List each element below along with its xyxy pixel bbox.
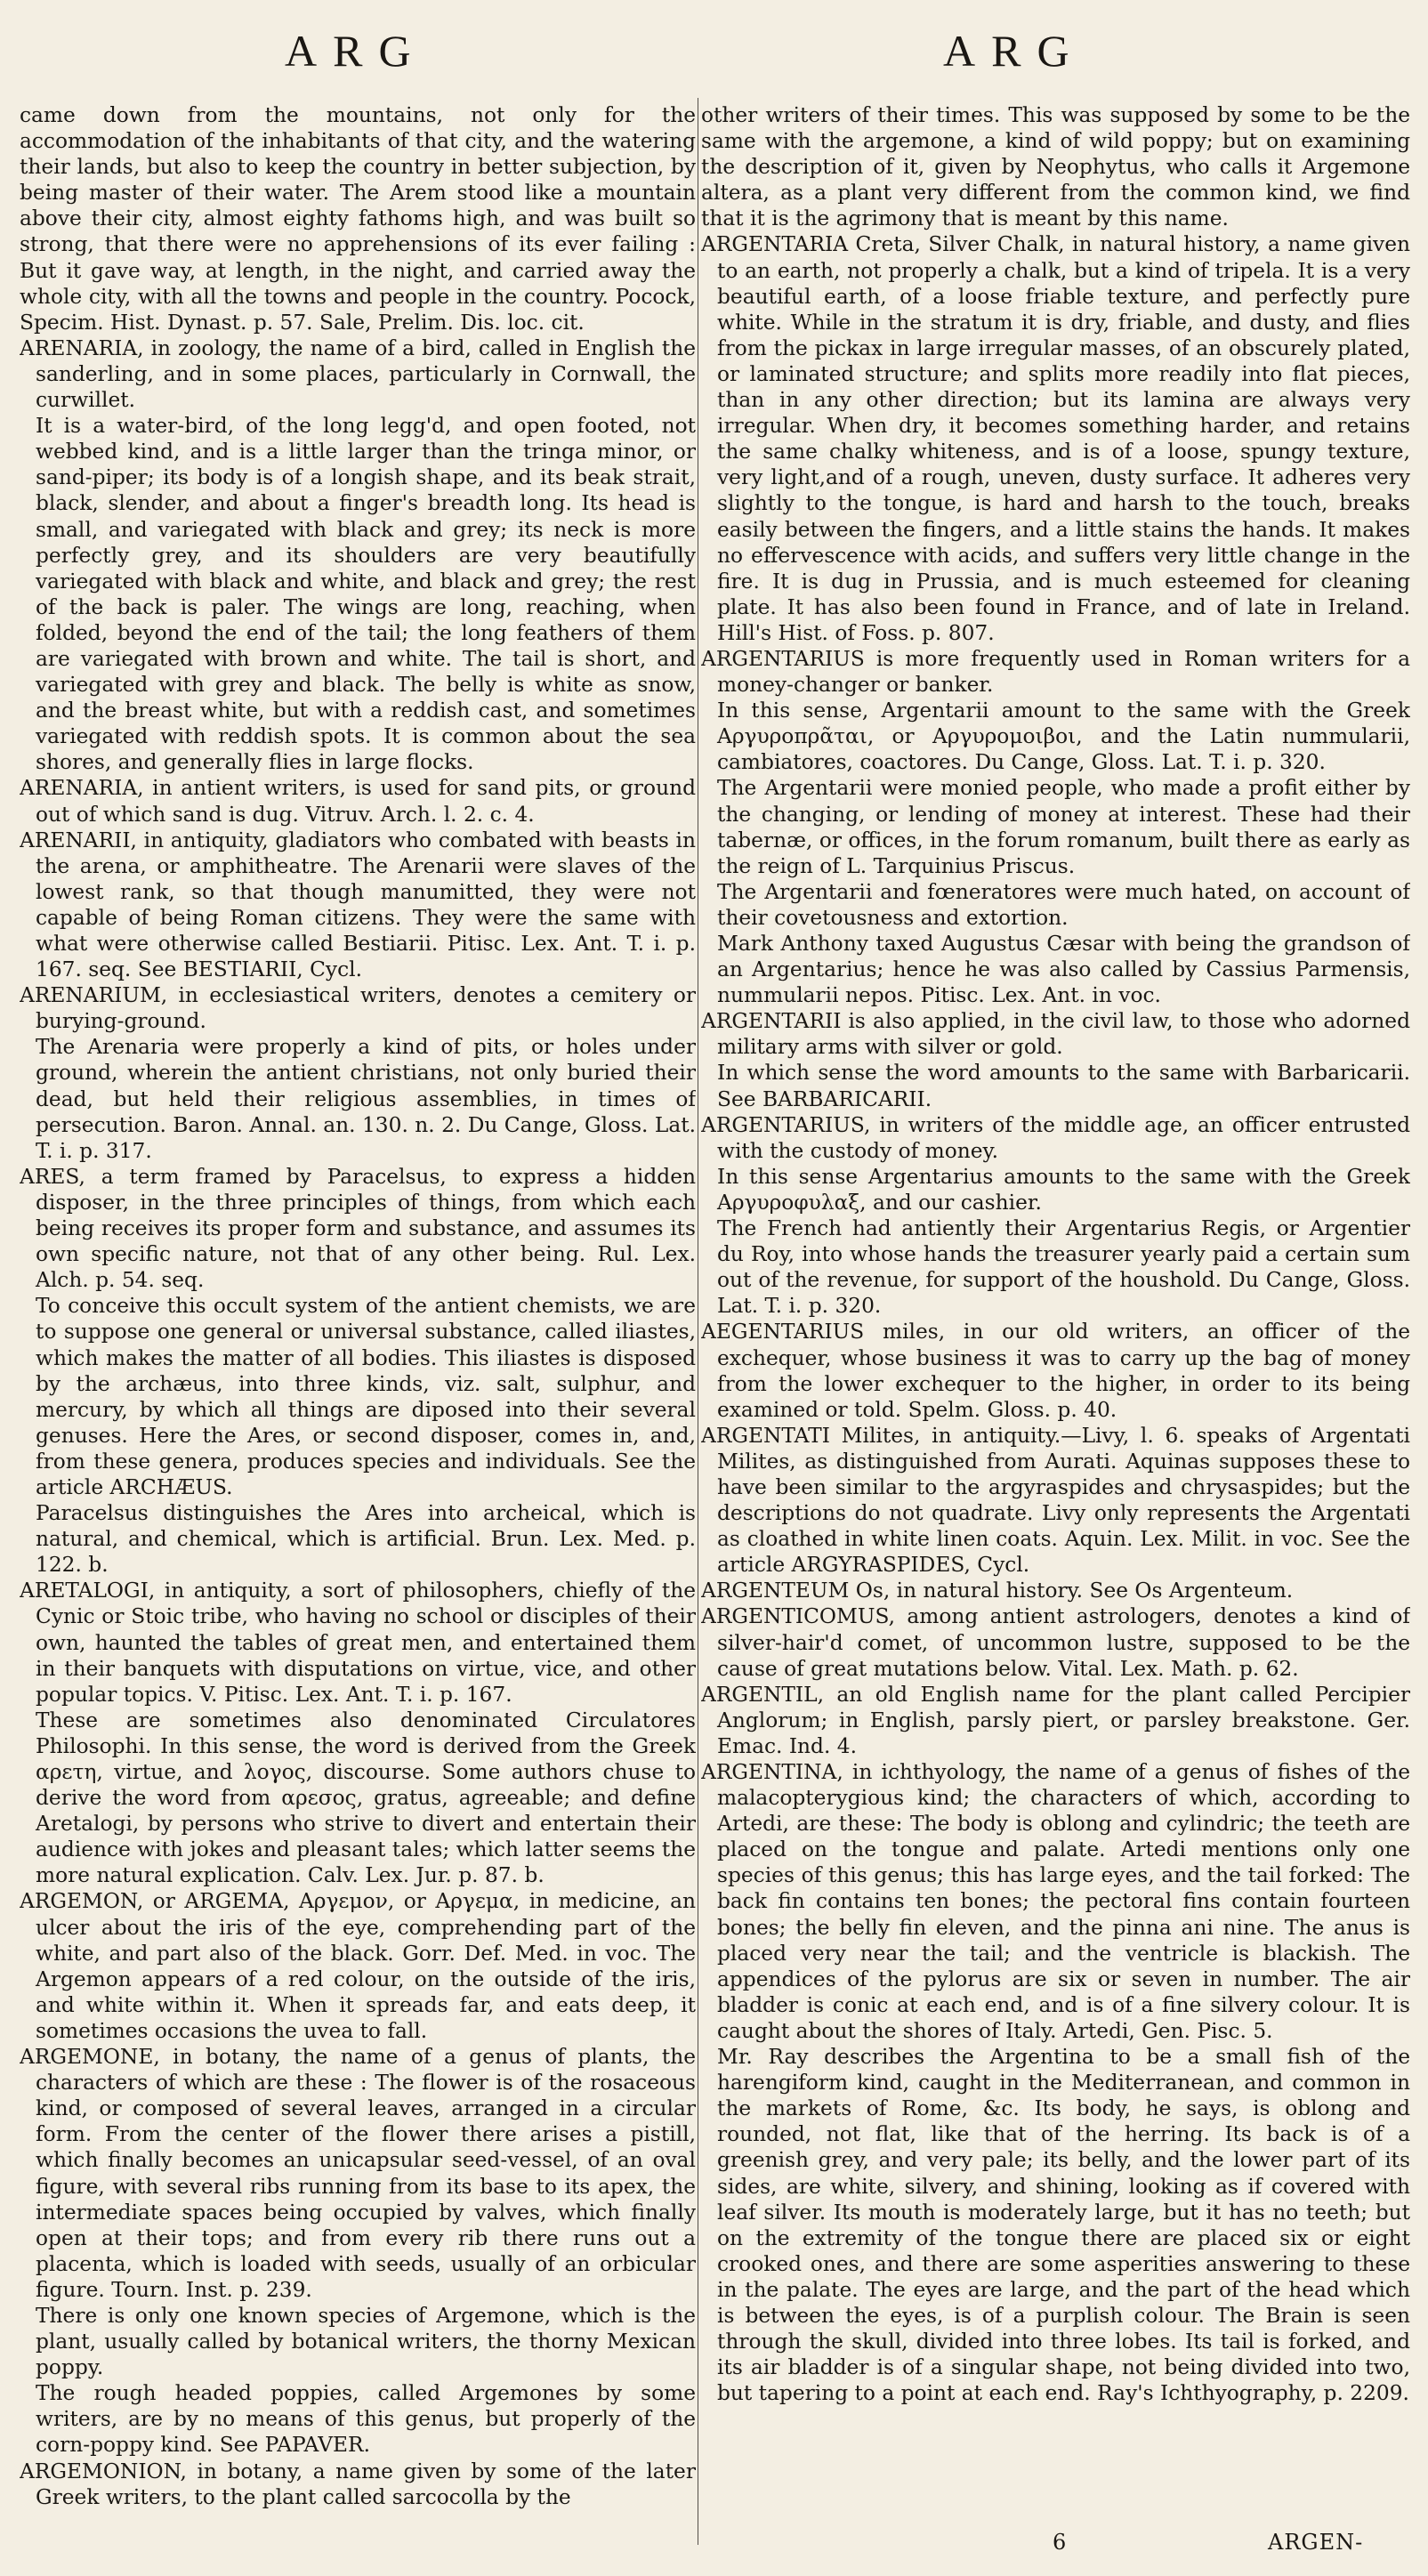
entry-aretalogi: ARETALOGI, in antiquity, a sort of philosophers, chiefly of the Cynic or Stoic tribe, who having no school or disciples of their own, haunted the tables of great men, and entertained them in their banquets with disputations on virtue, vice, and other popular topics. V. Pitisc. Lex. Ant. T. i. p. 167. [20, 1579, 696, 1707]
entry-paragraph: It is a water-bird, of the long legg'd, and open footed, not webbed kind, and is a little larger than the tringa minor, or sand-piper; its body is of a longish shape, and its beak strait, black, slender, and about a finger's breadth long. Its head is small, and variegated with black and grey; its neck is more perfectly grey, and its shoulders are very beautifully variegated with black and white, and black and grey; the rest of the back is paler. The wings are long, reaching, when folded, beyond the end of the tail; the long feathers of them are variegated with brown and white. The tail is short, and variegated with grey and black. The belly is white as snow, and the breast white, but with a reddish cast, and sometimes variegated with reddish spots. It is common about the sea shores, and generally flies in large flocks. [36, 414, 696, 775]
entry-arenarii: ARENARII, in antiquity, gladiators who combated with beasts in the arena, or amphitheatre. The Arenarii were slaves of the lowest rank, so that though manumitted, they were not capable of being Roman citizens. They were the same with what were otherwise called Bestiarii. Pitisc. Lex. Ant. T. i. p. 167. seq. See BESTIARII, Cycl. [20, 828, 696, 982]
entry-argenteum: ARGENTEUM Os, in natural history. See Os Argenteum. [701, 1579, 1294, 1603]
entry-argentarius-middle-age: ARGENTARIUS, in writers of the middle age, an officer entrusted with the custody of money. [701, 1112, 1410, 1163]
entry-argemon: ARGEMON, or ARGEMA, Αργεμον, or Αργεμα, in medicine, an ulcer about the iris of the eye, comprehending part of the white, and part also of the black. Gorr. Def. Med. in voc. The Argemon appears of a red colour, on the outside of the iris, and white within it. When it spreads far, and eats deep, it sometimes occasions the uvea to fall. [20, 1889, 696, 2043]
entry-arenaria-antient: ARENARIA, in antient writers, is used for sand pits, or ground out of which sand is dug. Vitruv. Arch. l. 2. c. 4. [20, 776, 696, 827]
entry-argentarii: ARGENTARII is also applied, in the civil law, to those who adorned military arms with silver or gold. [701, 1009, 1410, 1060]
running-head-right: ARG [943, 26, 1085, 76]
entry-paragraph: In which sense the word amounts to the same with Barbaricarii. See BARBARICARII. [717, 1061, 1410, 1111]
entry-paragraph: Mr. Ray describes the Argentina to be a small fish of the harengiform kind, caught in the Mediterranean, and common in the markets of Rome, &c. Its body, he says, is oblong and rounded, not flat, like that of the herring. Its back is of a greenish grey, and very pale; its belly, and the lower part of its sides, are white, silvery, and shining, looking as if covered with leaf silver. Its mouth is moderately large, but it has no teeth; but on the extremity of the tongue there are placed six or eight crooked ones, and there are some asperities answering to these in the palate. The eyes are large, and the part of the head which is between the eyes, is of a purplish colour. The Brain is seen through the skull, divided into three lobes. Its tail is forked, and its air bladder is of a singular shape, not being divided into two, but tapering to a point at each end. Ray's Ichthyography, p. 2209. [717, 2045, 1410, 2406]
entry-argentaria: ARGENTARIA Creta, Silver Chalk, in natural history, a name given to an earth, not properly a chalk, but a kind of tripela. It is a very beautiful earth, of a loose friable texture, and perfectly pure white. While in the stratum it is dry, friable, and dusty, and flies from the pickax in large irregular masses, of an obscurely plated, or laminated structure; and splits more readily into flat pieces, than in any other direction; but its lamina are always very irregular. When dry, it becomes something harder, and retains the same chalky whiteness, and is of a loose, spungy texture, very light,and of a rough, uneven, dusty surface. It adheres very slightly to the tongue, is hard and harsh to the touch, breaks easily between the fingers, and a little stains the hands. It makes no effervescence with acids, and suffers very little change in the fire. It is dug in Prussia, and is much esteemed for cleaning plate. It has also been found in France, and of late in Ireland. Hill's Hist. of Foss. p. 807. [701, 232, 1410, 645]
entry-argemonion: ARGEMONION, in botany, a name given by some of the later Greek writers, to the plant called sarcocolla by the [20, 2459, 696, 2509]
entry-paragraph: To conceive this occult system of the antient chemists, we are to suppose one general or universal substance, called iliastes, which makes the matter of all bodies. This iliastes is disposed by the archæus, into three kinds, viz. salt, sulphur, and mercury, by which all things are diposed into their several genuses. Here the Ares, or second disposer, comes in, and, from these genera, produces species and individuals. See the article ARCHÆUS. [36, 1294, 696, 1499]
entry-paragraph: The Argentarii and fœneratores were much hated, on account of their covetousness and extortion. [717, 879, 1410, 930]
entry-argentati: ARGENTATI Milites, in antiquity.—Livy, l. 6. speaks of Argentati Milites, as distinguished from Aurati. Aquinas supposes these to have been similar to the argyraspides and chrysaspides; but the descriptions do not quadrate. Livy only represents the Argentati as cloathed in white linen coats. Aquin. Lex. Milit. in voc. See the article ARGYRASPIDES, Cycl. [701, 1423, 1410, 1578]
entry-paragraph: In this sense Argentarius amounts to the same with the Greek Αργυροφυλαξ, and our cashier. [717, 1164, 1410, 1215]
entry-paragraph: These are sometimes also denominated Circulatores Philosophi. In this sense, the word is derived from the Greek αρετη, virtue, and λογος, discourse. Some authors chuse to derive the word from αρεσος, gratus, agreeable; and define Aretalogi, by persons who strive to divert and entertain their audience with jokes and pleasant tales; which latter seems the more natural explication. Calv. Lex. Jur. p. 87. b. [36, 1708, 696, 1888]
left-column [20, 102, 696, 2576]
page-footer [0, 2530, 1428, 2560]
entry-argenticomus: ARGENTICOMUS, among antient astrologers, denotes a kind of silver-hair'd comet, of uncommon lustre, supposed to be the cause of great mutations below. Vital. Lex. Math. p. 62. [701, 1604, 1410, 1681]
entry-paragraph: The Argentarii were monied people, who made a profit either by the changing, or lending of money at interest. These had their tabernæ, or offices, in the forum romanum, built there as early as the reign of L. Tarquinius Priscus. [717, 776, 1410, 878]
running-header [0, 25, 1428, 87]
entry-argentil: ARGENTIL, an old English name for the plant called Percipier Anglorum; in English, parsly piert, or parsley breakstone. Ger. Emac. Ind. 4. [701, 1682, 1410, 1758]
entry-ares: ARES, a term framed by Paracelsus, to express a hidden disposer, in the three principles of things, from which each being receives its proper form and substance, and assumes its own specific nature, not that of any other being. Rul. Lex. Alch. p. 54. seq. [20, 1164, 696, 1293]
right-column [701, 102, 1410, 2576]
entry-paragraph: Paracelsus distinguishes the Ares into archeical, which is natural, and chemical, which is artificial. Brun. Lex. Med. p. 122. b. [36, 1501, 696, 1578]
entry-continuation: other writers of their times. This was supposed by some to be the same with the argemone, a kind of wild poppy; but on examining the description of it, given by Neophytus, who calls it Argemone altera, as a plant very different from the common kind, we find that it is the agrimony that is meant by this name. [701, 103, 1410, 231]
entry-paragraph: In this sense, Argentarii amount to the same with the Greek Αργυροπρᾶται, or Αργυρομοιβοι, and the Latin nummularii, cambiatores, coactores. Du Cange, Gloss. Lat. T. i. p. 320. [717, 699, 1410, 775]
running-head-left: ARG [285, 26, 427, 76]
entry-aegentarius-miles: AEGENTARIUS miles, in our old writers, an officer of the exchequer, whose business it was to carry up the bag of money from the lower exchequer to the higher, in order to its being examined or told. Spelm. Gloss. p. 40. [701, 1320, 1410, 1422]
entry-argemone: ARGEMONE, in botany, the name of a genus of plants, the characters of which are these : The flower is of the rosaceous kind, or composed of several leaves, arranged in a circular form. From the center of the flower there arises a pistill, which finally becomes an unicapsular seed-vessel, of an oval figure, with several ribs running from its base to its apex, the intermediate spaces being occupied by valves, which finally open at their tops; and from every rib there runs out a placenta, which is loaded with seeds, usually of an orbicular figure. Tourn. Inst. p. 239. [20, 2045, 696, 2302]
entry-paragraph: Mark Anthony taxed Augustus Cæsar with being the grandson of an Argentarius; hence he was also called by Cassius Parmensis, nummularii nepos. Pitisc. Lex. Ant. in voc. [717, 932, 1410, 1008]
entry-paragraph: The Arenaria were properly a kind of pits, or holes under ground, wherein the antient christians, not only buried their dead, but held their religious assemblies, in times of persecution. Baron. Annal. an. 130. n. 2. Du Cange, Gloss. Lat. T. i. p. 317. [36, 1035, 696, 1163]
entry-paragraph: The rough headed poppies, called Argemones by some writers, are by no means of this genus, but properly of the corn-poppy kind. See PAPAVER. [36, 2381, 696, 2458]
entry-argentina: ARGENTINA, in ichthyology, the name of a genus of fishes of the malacopterygious kind; the characters of which, according to Artedi, are these: The body is oblong and cylindric; the teeth are placed on the tongue and palate. Artedi mentions only one species of this genus; this has large eyes, and the tail forked: The back fin contains ten bones; the pectoral fins contain fourteen bones; the belly fin eleven, and the pinna ani nine. The anus is placed very near the tail; and the ventricle is blackish. The appendices of the pylorus are six or seven in number. The air bladder is conic at each end, and is of a fine silvery colour. It is caught about the shores of Italy. Artedi, Gen. Pisc. 5. [701, 1760, 1410, 2043]
page-number: 6 [1053, 2530, 1067, 2555]
catchword: ARGEN- [1268, 2530, 1364, 2555]
entry-argentarius: ARGENTARIUS is more frequently used in Roman writers for a money-changer or banker. [701, 646, 1410, 698]
entry-arenaria-zoology: ARENARIA, in zoology, the name of a bird, called in English the sanderling, and in some places, particularly in Cornwall, the curwillet. [20, 335, 696, 413]
entry-paragraph: The French had antiently their Argentarius Regis, or Argentier du Roy, into whose hands the treasurer yearly paid a certain sum out of the revenue, for support of the houshold. Du Cange, Gloss. Lat. T. i. p. 320. [717, 1216, 1410, 1319]
entry-paragraph: There is only one known species of Argemone, which is the plant, usually called by botanical writers, the thorny Mexican poppy. [36, 2303, 696, 2380]
entry-continuation: came down from the mountains, not only for the accommodation of the inhabitants of that city, and the watering their lands, but also to keep the country in better subjection, by being master of their water. The Arem stood like a mountain above their city, almost eighty fathoms high, and was built so strong, that there were no apprehensions of its ever failing : But it gave way, at length, in the night, and carried away the whole city, with all the towns and people in the country. Pocock, Specim. Hist. Dynast. p. 57. Sale, Prelim. Dis. loc. cit. [20, 103, 696, 335]
entry-arenarium: ARENARIUM, in ecclesiastical writers, denotes a cemitery or burying-ground. [20, 983, 696, 1034]
